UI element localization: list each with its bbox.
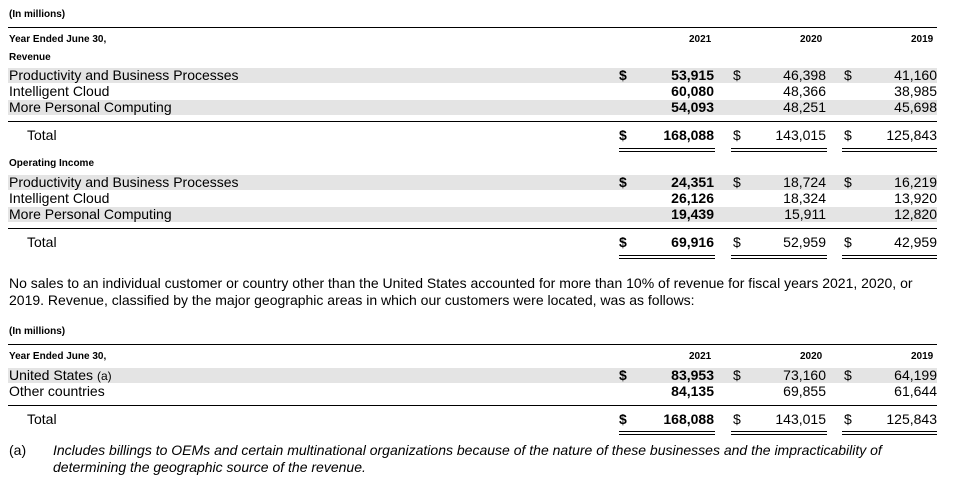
value-2020: 48,251 xyxy=(783,99,826,115)
units-label: (In millions) xyxy=(9,9,66,20)
year-2019: 2019 xyxy=(911,351,934,362)
year-2019: 2019 xyxy=(911,34,934,45)
year-2020: 2020 xyxy=(800,34,823,45)
value-2020: 15,911 xyxy=(784,206,826,222)
value-2020: 18,724 xyxy=(783,174,826,190)
currency-symbol: $ xyxy=(844,174,852,190)
value-2019: 13,920 xyxy=(894,190,937,206)
currency-symbol: $ xyxy=(619,367,627,383)
row-label: Productivity and Business Processes xyxy=(9,67,239,83)
section-label-revenue: Revenue xyxy=(9,52,51,63)
row-label: More Personal Computing xyxy=(9,99,172,115)
row-label-text: United States xyxy=(9,367,94,383)
currency-symbol: $ xyxy=(844,367,852,383)
header-rule xyxy=(8,27,937,28)
currency-symbol: $ xyxy=(844,127,852,143)
year-2021: 2021 xyxy=(689,34,712,45)
currency-symbol: $ xyxy=(733,67,741,83)
double-underline xyxy=(619,148,715,152)
row-label: Other countries xyxy=(9,383,105,399)
value-2021: 53,915 xyxy=(671,67,714,83)
subtotal-rule xyxy=(8,405,937,406)
footnote-text: Includes billings to OEMs and certain multinational organizations because of the nature of these businesses and the impracticability of determining the geographic source of the revenue. xyxy=(53,442,882,475)
currency-symbol: $ xyxy=(733,174,741,190)
row-label xyxy=(9,367,112,383)
value-2020: 73,160 xyxy=(783,367,826,383)
units-label: (In millions) xyxy=(9,326,66,337)
value-2019: 38,985 xyxy=(894,83,937,99)
total-label: Total xyxy=(27,411,57,427)
row-label: More Personal Computing xyxy=(9,206,172,222)
currency-symbol: $ xyxy=(733,234,741,250)
double-underline xyxy=(842,255,937,259)
value-2019: 64,199 xyxy=(894,367,937,383)
value-2019: 12,820 xyxy=(894,206,937,222)
header-rule xyxy=(8,344,937,345)
value-2019: 45,698 xyxy=(894,99,937,115)
currency-symbol: $ xyxy=(619,67,627,83)
value-2021: 84,135 xyxy=(671,383,714,399)
currency-symbol: $ xyxy=(619,174,627,190)
value-2020: 18,324 xyxy=(783,190,826,206)
currency-symbol: $ xyxy=(619,127,627,143)
total-2019: 125,843 xyxy=(886,411,937,427)
currency-symbol: $ xyxy=(844,67,852,83)
value-2019: 61,644 xyxy=(894,383,937,399)
value-2021: 24,351 xyxy=(671,174,714,190)
total-2019: 42,959 xyxy=(894,234,937,250)
currency-symbol: $ xyxy=(844,234,852,250)
currency-symbol: $ xyxy=(733,367,741,383)
year-2020: 2020 xyxy=(800,351,823,362)
row-label: Intelligent Cloud xyxy=(9,190,110,206)
total-2021: 168,088 xyxy=(663,127,714,143)
row-label: Intelligent Cloud xyxy=(9,83,110,99)
total-2020: 143,015 xyxy=(775,127,826,143)
value-2020: 69,855 xyxy=(783,383,826,399)
total-2019: 125,843 xyxy=(886,127,937,143)
footnote-marker: (a) xyxy=(9,442,27,458)
section-label-operating-income: Operating Income xyxy=(9,158,95,169)
value-2020: 48,366 xyxy=(783,83,826,99)
row-label: Productivity and Business Processes xyxy=(9,174,239,190)
footnote-ref: (a) xyxy=(96,369,112,383)
value-2021: 26,126 xyxy=(671,190,714,206)
total-2020: 52,959 xyxy=(783,234,826,250)
currency-symbol: $ xyxy=(733,127,741,143)
subtotal-rule xyxy=(8,228,937,229)
year-header: Year Ended June 30, xyxy=(9,351,107,362)
double-underline xyxy=(731,148,827,152)
double-underline xyxy=(619,255,715,259)
total-2021: 69,916 xyxy=(671,234,714,250)
value-2020: 46,398 xyxy=(783,67,826,83)
double-underline xyxy=(842,148,937,152)
currency-symbol: $ xyxy=(844,411,852,427)
value-2021: 54,093 xyxy=(671,99,714,115)
currency-symbol: $ xyxy=(733,411,741,427)
value-2019: 41,160 xyxy=(894,67,937,83)
total-label: Total xyxy=(27,234,57,250)
value-2019: 16,219 xyxy=(894,174,937,190)
year-2021: 2021 xyxy=(689,351,712,362)
double-underline xyxy=(731,255,827,259)
double-underline xyxy=(731,431,827,435)
subtotal-rule xyxy=(8,121,937,122)
double-underline xyxy=(842,431,937,435)
total-2020: 143,015 xyxy=(775,411,826,427)
currency-symbol: $ xyxy=(619,234,627,250)
currency-symbol: $ xyxy=(619,411,627,427)
value-2021: 60,080 xyxy=(671,83,714,99)
total-label: Total xyxy=(27,127,57,143)
body-paragraph: No sales to an individual customer or country other than the United States accounted for more than 10% of revenue for fiscal years 2021, 2020, or 2019. Revenue, classified by the major geographic areas in which our customers were located, was as follows: xyxy=(9,275,913,308)
value-2021: 19,439 xyxy=(671,206,714,222)
double-underline xyxy=(619,431,715,435)
year-header: Year Ended June 30, xyxy=(9,34,107,45)
value-2021: 83,953 xyxy=(671,367,714,383)
total-2021: 168,088 xyxy=(663,411,714,427)
